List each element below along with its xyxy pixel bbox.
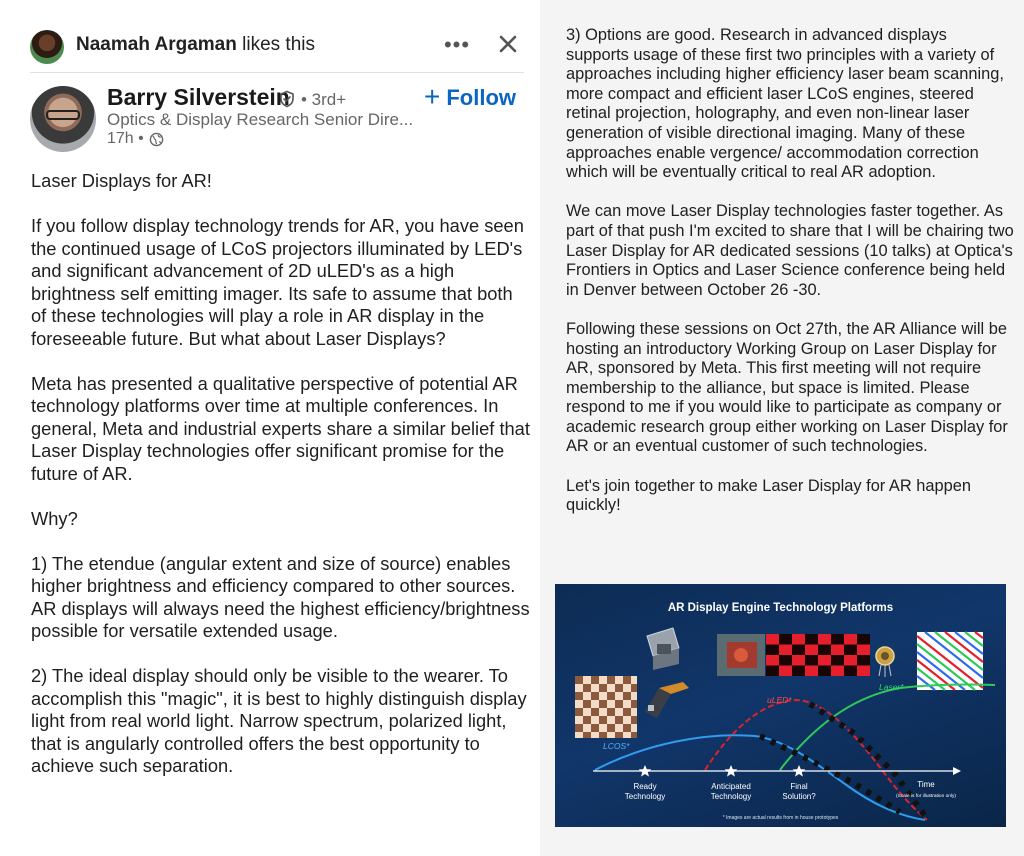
follow-label: Follow — [446, 85, 517, 110]
anticipated-line-1: Anticipated — [711, 782, 751, 791]
post-time: 17h • — [107, 130, 144, 147]
follow-button[interactable] — [424, 80, 517, 112]
post-paragraph: Why? — [31, 507, 78, 529]
activity-text — [76, 34, 315, 56]
lcos-label: LCOS* — [603, 741, 630, 751]
activity-action: likes this — [236, 34, 315, 55]
connection-degree: • 3rd+ — [301, 90, 347, 109]
laser-label: Laser* — [879, 682, 904, 692]
laser-curve — [780, 684, 995, 770]
laser-rgb-pattern-image — [917, 632, 983, 690]
post-body-right — [566, 26, 1014, 535]
slide-title: AR Display Engine Technology Platforms — [667, 602, 894, 614]
anticipated-line-2: Technology — [710, 791, 752, 801]
uled-checkerboard-image — [766, 634, 870, 676]
post-paragraph: Meta has presented a qualitative perspective of potential AR technology platforms over time at multiple conferences. In general, Meta and industrial experts share a similar belief that Laser Display technologies offer significant promise for the future of AR. — [31, 372, 530, 484]
lcos-projector-image — [647, 628, 679, 670]
laser-diode-image — [876, 647, 894, 677]
ready-line-2: Technology — [624, 791, 666, 801]
post-image-slide[interactable] — [555, 584, 1006, 827]
post-paragraph: 2) The ideal display should only be visible to the wearer. To accomplish this "magic", it is best to highly distinguish display light from real world light. Narrow spectrum, polarized light, that is angularly controlled offers the best opportunity to achieve such separation. — [31, 665, 527, 776]
star-icon — [725, 765, 738, 777]
post-paragraph: Laser Displays for AR! — [31, 170, 212, 191]
uled-label: uLED* — [767, 695, 792, 705]
post-paragraph: If you follow display technology trends for AR, you have seen the continued usage of LCoS projectors illuminated by LED's and significant advancement of 2D uLED's as a high brightness self emitting imager. Its safe to assume that both of these technologies will play a role in AR display in the foreseeable future. But what about Laser Displays? — [31, 215, 524, 349]
slide-footnote: * Images are actual results from in house prototypes — [722, 815, 839, 821]
lcos-flex-module-image — [645, 682, 689, 718]
time-note: (Scale is for illustration only) — [896, 793, 956, 799]
header-divider — [30, 72, 524, 73]
post-paragraph: 3) Options are good. Research in advanced displays supports usage of these first two principles with a variety of approaches including higher efficiency laser beam scanning, more compact and efficient laser LCoS engines, steered retinal projection, holography, and even non-linear laser generation of visible directional imaging. Many of these approaches enable vergence/ accommodation correction which will be eventually critical to real AR adoption. — [566, 26, 1004, 182]
ready-line-1: Ready — [633, 782, 657, 791]
close-icon[interactable] — [492, 28, 524, 60]
post-timestamp — [107, 130, 164, 148]
post-right-panel — [540, 0, 1024, 856]
lcos-checkerboard-image — [575, 676, 637, 738]
plus-icon: + — [424, 80, 441, 112]
time-axis-arrow — [953, 767, 961, 775]
author-name[interactable]: Barry Silverstein — [107, 84, 290, 110]
final-solution-label — [773, 782, 825, 801]
more-horizontal-icon[interactable]: ••• — [443, 32, 471, 57]
globe-icon — [149, 132, 164, 147]
verified-shield-icon — [278, 90, 296, 108]
final-line-2: Solution? — [782, 791, 816, 801]
social-activity-header — [30, 28, 524, 66]
star-icon — [639, 765, 652, 777]
author-avatar[interactable] — [30, 86, 96, 152]
liker-name[interactable]: Naamah Argaman — [76, 34, 237, 55]
anticipated-technology-label — [699, 782, 763, 801]
post-body-left — [31, 170, 531, 800]
post-paragraph: Let's join together to make Laser Display for AR happen quickly! — [566, 476, 971, 515]
uled-chip-image — [717, 634, 765, 676]
liker-avatar[interactable] — [30, 30, 64, 64]
author-headline: Optics & Display Research Senior Dire... — [107, 110, 414, 129]
time-label — [871, 780, 981, 801]
post-paragraph: We can move Laser Display technologies faster together. As part of that push I'm excited to share that I will be chairing two Laser Display for AR dedicated sessions (10 talks) at Optica's Frontiers in Optics and Laser Science conference being held in Denver between October 26 -30. — [566, 202, 1014, 299]
final-line-1: Final — [790, 782, 808, 791]
star-icon — [793, 765, 806, 777]
ready-technology-label — [617, 782, 673, 801]
post-paragraph: Following these sessions on Oct 27th, the AR Alliance will be hosting an introductory Working Group on Laser Display for AR, sponsored by Meta. This first meeting will not require membership to the alliance, but space is limited. Please respond to me if you would like to participate as company or academic research group either working on Laser Display for AR or an eventual customer of such technologies. — [566, 319, 1008, 456]
time-text: Time — [917, 780, 935, 789]
lcos-curve — [595, 735, 925, 820]
post-paragraph: 1) The etendue (angular extent and size of source) enables higher brightness and efficiency compared to other sources. AR displays will always need the highest efficiency/brightness possible for versatile extended usage. — [31, 552, 530, 641]
